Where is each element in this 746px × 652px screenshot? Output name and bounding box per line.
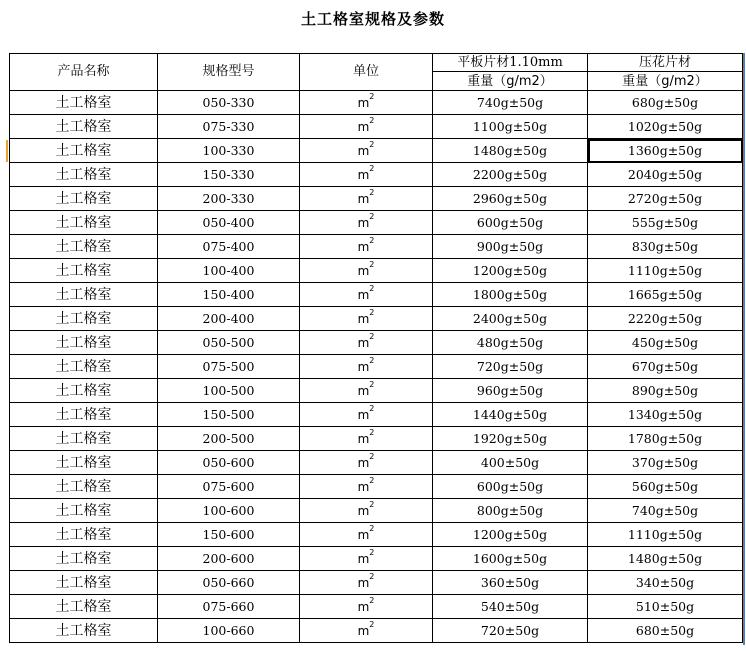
table-row (10, 595, 743, 619)
table-row (10, 283, 743, 307)
cell-flat-weight[interactable]: 480g±50g (433, 331, 588, 355)
table-row (10, 499, 743, 523)
unit-text: m (357, 359, 370, 374)
unit-text: m (357, 599, 370, 614)
table-row (10, 115, 743, 139)
unit-superscript: 2 (369, 475, 375, 485)
unit-superscript: 2 (369, 259, 375, 269)
cell-model[interactable]: 100-500 (158, 379, 300, 403)
table-row (10, 211, 743, 235)
cell-unit[interactable] (300, 379, 433, 403)
unit-text: m (357, 191, 370, 206)
cell-model[interactable]: 075-330 (158, 115, 300, 139)
cell-product-name[interactable]: 土工格室 (10, 571, 158, 595)
cell-product-name[interactable]: 土工格室 (10, 115, 158, 139)
unit-superscript: 2 (369, 547, 375, 557)
cell-flat-weight[interactable]: 1480g±50g (433, 139, 588, 163)
unit-text: m (357, 287, 370, 302)
cell-embossed-weight[interactable]: 2720g±50g (588, 187, 743, 211)
header-model[interactable]: 规格型号 (158, 54, 300, 91)
cell-flat-weight[interactable]: 720g±50g (433, 355, 588, 379)
unit-text: m (357, 551, 370, 566)
cell-model[interactable]: 150-600 (158, 523, 300, 547)
cell-flat-weight[interactable]: 360±50g (433, 571, 588, 595)
table-row (10, 139, 743, 163)
cell-model[interactable]: 050-600 (158, 451, 300, 475)
cell-embossed-weight[interactable]: 1110g±50g (588, 523, 743, 547)
unit-text: m (357, 95, 370, 110)
cell-embossed-weight[interactable]: 680g±50g (588, 91, 743, 115)
cell-unit[interactable] (300, 331, 433, 355)
unit-text: m (357, 143, 370, 158)
cell-product-name[interactable]: 土工格室 (10, 619, 158, 643)
cell-embossed-weight[interactable]: 890g±50g (588, 379, 743, 403)
cell-unit[interactable] (300, 427, 433, 451)
unit-text: m (357, 239, 370, 254)
cell-model[interactable]: 200-400 (158, 307, 300, 331)
unit-text: m (357, 311, 370, 326)
cell-unit[interactable] (300, 139, 433, 163)
cell-embossed-weight[interactable]: 450g±50g (588, 331, 743, 355)
cell-product-name[interactable]: 土工格室 (10, 331, 158, 355)
cell-unit[interactable] (300, 451, 433, 475)
table-row (10, 403, 743, 427)
cell-product-name[interactable]: 土工格室 (10, 187, 158, 211)
unit-text: m (357, 623, 370, 638)
table-row (10, 91, 743, 115)
cell-model[interactable]: 075-660 (158, 595, 300, 619)
cell-product-name[interactable]: 土工格室 (10, 403, 158, 427)
cell-model[interactable]: 200-600 (158, 547, 300, 571)
unit-text: m (357, 335, 370, 350)
cell-product-name[interactable]: 土工格室 (10, 235, 158, 259)
cell-embossed-weight[interactable]: 2040g±50g (588, 163, 743, 187)
cell-flat-weight[interactable]: 900g±50g (433, 235, 588, 259)
unit-superscript: 2 (369, 499, 375, 509)
cell-product-name[interactable]: 土工格室 (10, 355, 158, 379)
cell-model[interactable]: 100-400 (158, 259, 300, 283)
cell-embossed-weight[interactable]: 560g±50g (588, 475, 743, 499)
unit-text: m (357, 431, 370, 446)
cell-product-name[interactable]: 土工格室 (10, 475, 158, 499)
unit-superscript: 2 (369, 331, 375, 341)
unit-text: m (357, 479, 370, 494)
sheet-right-edge (743, 53, 745, 645)
cell-embossed-weight[interactable]: 370g±50g (588, 451, 743, 475)
cell-embossed-weight[interactable]: 555g±50g (588, 211, 743, 235)
table-row (10, 451, 743, 475)
cell-embossed-weight[interactable]: 670g±50g (588, 355, 743, 379)
cell-unit[interactable] (300, 115, 433, 139)
cell-unit[interactable] (300, 619, 433, 643)
cell-flat-weight[interactable]: 2400g±50g (433, 307, 588, 331)
selected-cell[interactable]: 1360g±50g (588, 139, 743, 163)
header-embossed-weight[interactable]: 重量（g/m2） (588, 72, 743, 91)
cell-flat-weight[interactable]: 540±50g (433, 595, 588, 619)
unit-text: m (357, 503, 370, 518)
cell-flat-weight[interactable]: 1440g±50g (433, 403, 588, 427)
unit-superscript: 2 (369, 307, 375, 317)
cell-model[interactable]: 075-500 (158, 355, 300, 379)
unit-text: m (357, 263, 370, 278)
cell-model[interactable]: 150-500 (158, 403, 300, 427)
unit-superscript: 2 (369, 379, 375, 389)
cell-model[interactable]: 050-400 (158, 211, 300, 235)
cell-embossed-weight[interactable]: 1780g±50g (588, 427, 743, 451)
cell-model[interactable]: 100-330 (158, 139, 300, 163)
cell-product-name[interactable]: 土工格室 (10, 307, 158, 331)
cell-model[interactable]: 075-600 (158, 475, 300, 499)
cell-model[interactable]: 150-330 (158, 163, 300, 187)
unit-superscript: 2 (369, 571, 375, 581)
cell-flat-weight[interactable]: 800g±50g (433, 499, 588, 523)
cell-flat-weight[interactable]: 2960g±50g (433, 187, 588, 211)
cell-model[interactable]: 150-400 (158, 283, 300, 307)
unit-text: m (357, 167, 370, 182)
table-row (10, 379, 743, 403)
cell-product-name[interactable]: 土工格室 (10, 595, 158, 619)
cell-embossed-weight[interactable]: 1020g±50g (588, 115, 743, 139)
cell-unit[interactable] (300, 187, 433, 211)
table-row (10, 547, 743, 571)
cell-unit[interactable] (300, 307, 433, 331)
header-unit[interactable]: 单位 (300, 54, 433, 91)
cell-unit[interactable] (300, 475, 433, 499)
table-row (10, 163, 743, 187)
cell-model[interactable]: 050-500 (158, 331, 300, 355)
table-row (10, 235, 743, 259)
cell-product-name[interactable]: 土工格室 (10, 139, 158, 163)
cell-embossed-weight[interactable]: 830g±50g (588, 235, 743, 259)
cell-flat-weight[interactable]: 1200g±50g (433, 523, 588, 547)
unit-superscript: 2 (369, 427, 375, 437)
cell-model[interactable]: 075-400 (158, 235, 300, 259)
unit-superscript: 2 (369, 211, 375, 221)
cell-embossed-weight[interactable]: 2220g±50g (588, 307, 743, 331)
cell-flat-weight[interactable]: 1920g±50g (433, 427, 588, 451)
table-row (10, 523, 743, 547)
unit-superscript: 2 (369, 595, 375, 605)
header-product-name[interactable]: 产品名称 (10, 54, 158, 91)
cell-flat-weight[interactable]: 720±50g (433, 619, 588, 643)
cell-embossed-weight[interactable]: 1110g±50g (588, 259, 743, 283)
unit-superscript: 2 (369, 451, 375, 461)
table-row (10, 331, 743, 355)
unit-superscript: 2 (369, 355, 375, 365)
unit-superscript: 2 (369, 139, 375, 149)
cell-flat-weight[interactable]: 740g±50g (433, 91, 588, 115)
spec-table (9, 53, 743, 643)
cell-embossed-weight[interactable]: 1480g±50g (588, 547, 743, 571)
cell-flat-weight[interactable]: 400±50g (433, 451, 588, 475)
unit-text: m (357, 455, 370, 470)
active-row-marker (6, 140, 8, 162)
unit-superscript: 2 (369, 91, 375, 101)
cell-product-name[interactable]: 土工格室 (10, 547, 158, 571)
unit-superscript: 2 (369, 235, 375, 245)
cell-unit[interactable] (300, 595, 433, 619)
table-row (10, 355, 743, 379)
cell-model[interactable]: 100-600 (158, 499, 300, 523)
cell-unit[interactable] (300, 235, 433, 259)
cell-model[interactable]: 200-500 (158, 427, 300, 451)
cell-product-name[interactable]: 土工格室 (10, 379, 158, 403)
cell-unit[interactable] (300, 283, 433, 307)
table-header (10, 54, 743, 91)
unit-superscript: 2 (369, 403, 375, 413)
cell-product-name[interactable]: 土工格室 (10, 427, 158, 451)
cell-embossed-weight[interactable]: 1665g±50g (588, 283, 743, 307)
cell-unit[interactable] (300, 355, 433, 379)
cell-model[interactable]: 200-330 (158, 187, 300, 211)
cell-unit[interactable] (300, 523, 433, 547)
cell-unit[interactable] (300, 211, 433, 235)
cell-flat-weight[interactable]: 600g±50g (433, 211, 588, 235)
cell-product-name[interactable]: 土工格室 (10, 451, 158, 475)
cell-embossed-weight[interactable]: 510±50g (588, 595, 743, 619)
cell-flat-weight[interactable]: 1600g±50g (433, 547, 588, 571)
cell-product-name[interactable]: 土工格室 (10, 163, 158, 187)
table-row (10, 187, 743, 211)
cell-flat-weight[interactable]: 1800g±50g (433, 283, 588, 307)
header-embossed-sheet[interactable]: 压花片材 (588, 54, 743, 72)
unit-superscript: 2 (369, 163, 375, 173)
cell-flat-weight[interactable]: 2200g±50g (433, 163, 588, 187)
cell-embossed-weight[interactable]: 1340g±50g (588, 403, 743, 427)
cell-product-name[interactable]: 土工格室 (10, 283, 158, 307)
cell-model[interactable]: 050-330 (158, 91, 300, 115)
unit-text: m (357, 527, 370, 542)
unit-superscript: 2 (369, 619, 375, 629)
cell-flat-weight[interactable]: 1200g±50g (433, 259, 588, 283)
unit-superscript: 2 (369, 115, 375, 125)
unit-text: m (357, 119, 370, 134)
cell-unit[interactable] (300, 547, 433, 571)
cell-model[interactable]: 100-660 (158, 619, 300, 643)
unit-superscript: 2 (369, 283, 375, 293)
cell-unit[interactable] (300, 259, 433, 283)
cell-flat-weight[interactable]: 600g±50g (433, 475, 588, 499)
cell-embossed-weight[interactable]: 740g±50g (588, 499, 743, 523)
table-row (10, 259, 743, 283)
cell-product-name[interactable]: 土工格室 (10, 259, 158, 283)
table-row (10, 571, 743, 595)
table-row (10, 307, 743, 331)
table-row (10, 475, 743, 499)
cell-product-name[interactable]: 土工格室 (10, 499, 158, 523)
cell-product-name[interactable]: 土工格室 (10, 211, 158, 235)
unit-text: m (357, 575, 370, 590)
header-flat-weight[interactable]: 重量（g/m2） (433, 72, 588, 91)
cell-unit[interactable] (300, 571, 433, 595)
unit-superscript: 2 (369, 187, 375, 197)
cell-embossed-weight[interactable]: 680±50g (588, 619, 743, 643)
table-row (10, 619, 743, 643)
cell-unit[interactable] (300, 403, 433, 427)
cell-unit[interactable] (300, 499, 433, 523)
cell-flat-weight[interactable]: 1100g±50g (433, 115, 588, 139)
unit-text: m (357, 407, 370, 422)
table-body (10, 91, 743, 643)
cell-flat-weight[interactable]: 960g±50g (433, 379, 588, 403)
cell-product-name[interactable]: 土工格室 (10, 91, 158, 115)
header-flat-sheet[interactable]: 平板片材1.10mm (433, 54, 588, 72)
unit-superscript: 2 (369, 523, 375, 533)
cell-product-name[interactable]: 土工格室 (10, 523, 158, 547)
cell-model[interactable]: 050-660 (158, 571, 300, 595)
table-row (10, 427, 743, 451)
cell-unit[interactable] (300, 163, 433, 187)
unit-text: m (357, 383, 370, 398)
unit-text: m (357, 215, 370, 230)
cell-embossed-weight[interactable]: 340±50g (588, 571, 743, 595)
page-title: 土工格室规格及参数 (300, 10, 445, 28)
cell-unit[interactable] (300, 91, 433, 115)
